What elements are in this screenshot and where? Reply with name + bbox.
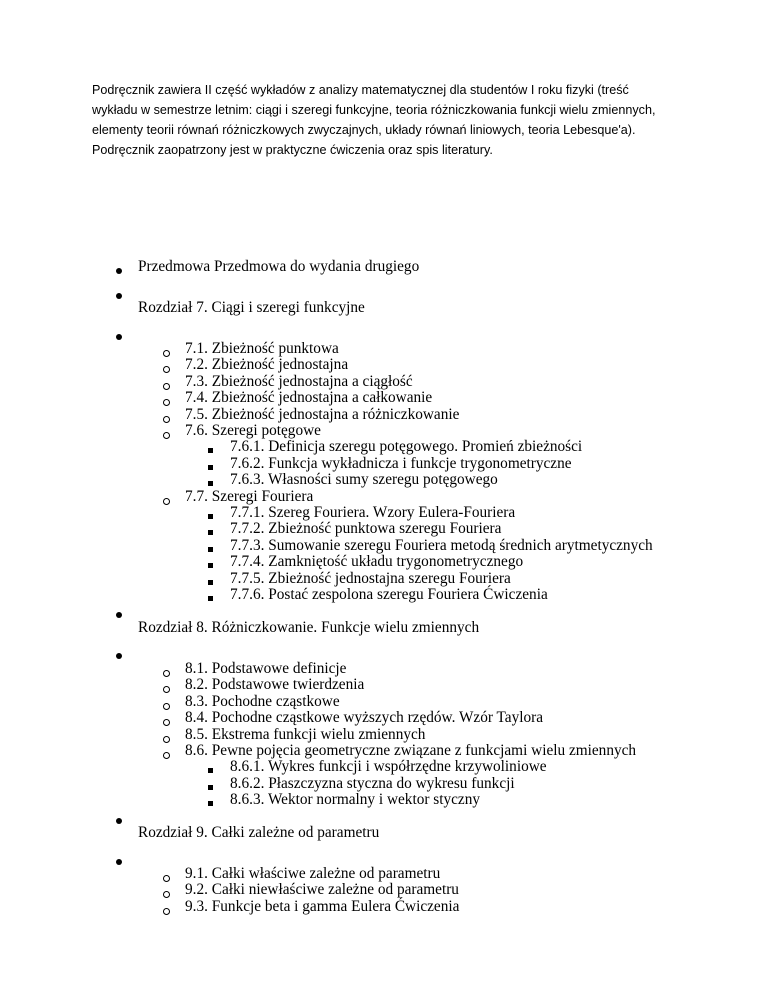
toc-item: 7.7. Szeregi Fouriera [185,487,314,505]
toc-item: 8.6.2. Płaszczyzna styczna do wykresu funkcji [230,774,515,792]
toc-item: 7.5. Zbieżność jednostajna a różniczkowanie [185,405,460,423]
circle-bullet-icon [163,703,170,710]
circle-bullet-icon [163,875,170,882]
circle-bullet-icon [163,366,170,373]
toc-item: 8.6.3. Wektor normalny i wektor styczny [230,791,480,809]
toc-item: Przedmowa Przedmowa do wydania drugiego [138,258,420,275]
square-bullet-icon [208,514,213,519]
circle-bullet-icon [163,719,170,726]
toc-item: 7.6. Szeregi potęgowe [185,422,321,439]
toc-item: 8.6.1. Wykres funkcji i współrzędne krzywoliniowe [230,758,547,776]
disc-bullet-icon [116,293,122,299]
chapter-heading: Rozdział 8. Różniczkowanie. Funkcje wielu zmiennych [138,618,480,636]
circle-bullet-icon [163,752,170,759]
toc-item: 7.7.6. Postać zespolona szeregu Fouriera Ćwiczenia [230,586,548,603]
circle-bullet-icon [163,350,170,357]
toc-item: 9.3. Funkcje beta i gamma Eulera Ćwiczenia [185,897,460,915]
disc-bullet-icon [116,859,122,865]
circle-bullet-icon [163,686,170,693]
toc-item: 7.7.5. Zbieżność jednostajna szeregu Fouriera [230,569,511,587]
chapter-heading: Rozdział 9. Całki zależne od parametru [138,824,380,841]
circle-bullet-icon [163,383,170,390]
toc-item: 9.1. Całki właściwe zależne od parametru [185,865,441,882]
circle-bullet-icon [163,399,170,406]
toc-item: 7.6.1. Definicja szeregu potęgowego. Promień zbieżności [230,438,583,456]
toc-item: 7.6.2. Funkcja wykładnicza i funkcje trygonometryczne [230,454,572,472]
square-bullet-icon [208,481,213,486]
toc-item: 7.7.3. Sumowanie szeregu Fouriera metodą średnich arytmetycznych [230,536,653,554]
toc-item: 8.1. Podstawowe definicje [185,659,347,677]
circle-bullet-icon [163,498,170,505]
toc-item: 7.7.2. Zbieżność punktowa szeregu Fouriera [230,520,502,538]
toc-item: 7.7.1. Szereg Fouriera. Wzory Eulera-Fouriera [230,504,516,521]
toc-item: 8.3. Pochodne cząstkowe [185,692,340,710]
square-bullet-icon [208,465,213,470]
square-bullet-icon [208,530,213,535]
toc-item: 8.2. Podstawowe twierdzenia [185,676,365,694]
square-bullet-icon [208,580,213,585]
toc-item: 9.2. Całki niewłaściwe zależne od parametru [185,881,459,899]
toc-item: 8.5. Ekstrema funkcji wielu zmiennych [185,725,426,743]
circle-bullet-icon [163,908,170,915]
square-bullet-icon [208,596,213,601]
toc-item: 7.2. Zbieżność jednostajna [185,356,349,374]
toc-item: 8.4. Pochodne cząstkowe wyższych rzędów. Wzór Taylora [185,709,543,727]
square-bullet-icon [208,547,213,552]
toc-item: 7.1. Zbieżność punktowa [185,340,339,357]
disc-bullet-icon [116,818,122,824]
square-bullet-icon [208,563,213,568]
square-bullet-icon [208,785,213,790]
circle-bullet-icon [163,736,170,743]
chapter-heading: Rozdział 7. Ciągi i szeregi funkcyjne [138,299,365,316]
toc-item: 8.6. Pewne pojęcia geometryczne związane z funkcjami wielu zmiennych [185,741,637,759]
toc-item: 7.4. Zbieżność jednostajna a całkowanie [185,389,433,407]
square-bullet-icon [208,768,213,773]
disc-bullet-icon [116,334,122,340]
disc-bullet-icon [116,653,122,659]
circle-bullet-icon [163,416,170,423]
intro-paragraph: Podręcznik zawiera II część wykładów z analizy matematycznej dla studentów I roku fizyki (treść wykładu w semestrze letnim: ciągi i szeregi funkcyjne, teoria różniczkowania funkcji wielu zmiennych, elementy teorii równań różniczkowych zwyczajnych, układy równań liniowych, teoria Lebesque'a). Podręcznik zaopatrzony jest w praktyczne ćwiczenia oraz spis literatury. [92,83,656,157]
disc-bullet-icon [116,268,122,274]
toc-item: 7.3. Zbieżność jednostajna a ciągłość [185,372,413,390]
toc-item: 7.7.4. Zamkniętość układu trygonometrycznego [230,553,524,571]
square-bullet-icon [208,448,213,453]
circle-bullet-icon [163,432,170,439]
circle-bullet-icon [163,670,170,677]
toc-item: 7.6.3. Własności sumy szeregu potęgowego [230,471,498,489]
circle-bullet-icon [163,891,170,898]
square-bullet-icon [208,801,213,806]
disc-bullet-icon [116,612,122,618]
